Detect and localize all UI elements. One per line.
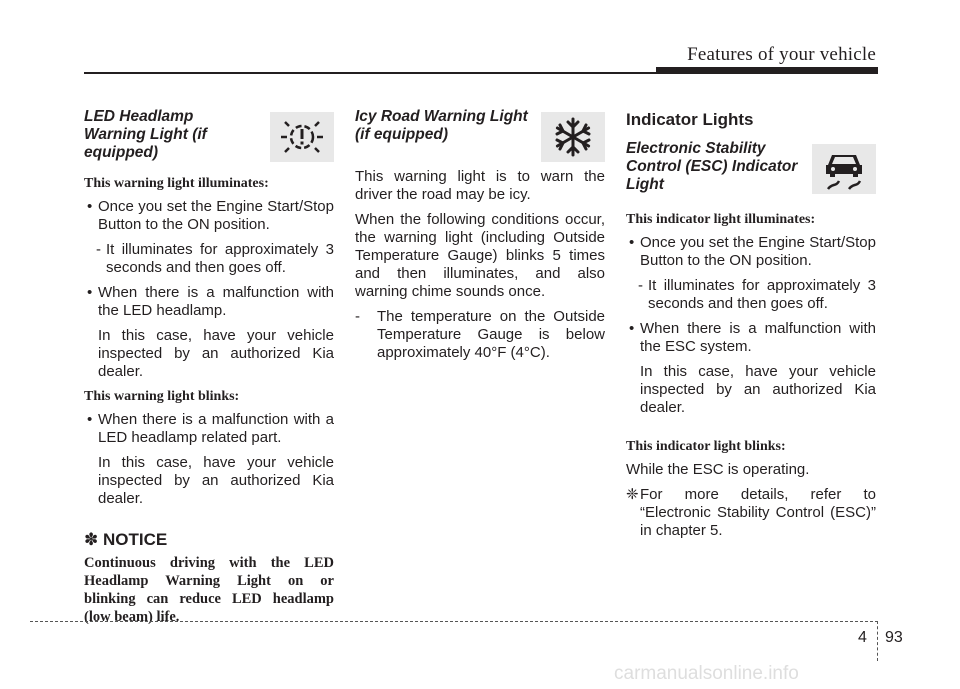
chapter-number: 4: [858, 629, 867, 646]
section-header: [626, 140, 876, 204]
list-item-follow: In this case, have your vehicle inspected by an authorized Kia dealer.: [98, 454, 334, 507]
list-item-text: It illuminates for approximately 3 seconds and then goes off.: [648, 277, 876, 312]
column-icy-road: [355, 108, 605, 369]
list-item-text: The temperature on the Outside Temperature Gauge is below approximately 40°F (4°C).: [377, 308, 605, 361]
list-item-follow: In this case, have your vehicle inspected by an authorized Kia dealer.: [640, 363, 876, 416]
list-item: - The temperature on the Outside Temperature Gauge is below approximately 40°F (4°C).: [355, 308, 605, 361]
list-item: • Once you set the Engine Start/Stop Button to the ON position.: [626, 234, 876, 270]
paragraph: When the following conditions occur, the warning light (including Outside Temperature Gauge) blinks 5 times and then illuminates, and also warning chime sounds once.: [355, 211, 605, 300]
header-rule-bold: [656, 67, 878, 74]
illuminates-label: This warning light illuminates:: [84, 176, 269, 191]
list-item: - It illuminates for approximately 3 seconds and then goes off.: [638, 277, 876, 312]
section-title: Electronic Stability Control (ESC) Indicator Light: [626, 140, 798, 193]
reference-mark: ❈: [626, 486, 639, 503]
list-item: • When there is a malfunction with the LED headlamp.: [84, 284, 334, 320]
list-item: • When there is a malfunction with the ESC system.: [626, 320, 876, 356]
section-title: LED Headlamp Warning Light (if equipped): [84, 108, 207, 161]
header-rule: [84, 72, 658, 74]
footer-rule: [30, 621, 878, 622]
reference-note: [626, 486, 876, 540]
section-header: [355, 108, 605, 168]
esc-skid-car-icon: [812, 144, 876, 194]
list-item: • Once you set the Engine Start/Stop Button to the ON position.: [84, 198, 334, 234]
paragraph: This warning light is to warn the driver the road may be icy.: [355, 168, 605, 203]
section-header: [84, 108, 334, 168]
list-item-follow: In this case, have your vehicle inspected by an authorized Kia dealer.: [98, 327, 334, 380]
notice-heading: ✽ NOTICE: [84, 530, 168, 549]
list-item: - It illuminates for approximately 3 seconds and then goes off.: [96, 241, 334, 276]
column-indicator-lights: [626, 108, 876, 547]
list-item-text: It illuminates for approximately 3 seconds and then goes off.: [106, 241, 334, 276]
blinks-label: This indicator light blinks:: [626, 439, 786, 454]
list-item: • When there is a malfunction with a LED headlamp related part.: [84, 411, 334, 447]
page-number-separator: [877, 621, 878, 661]
page-number: 93: [885, 629, 903, 646]
paragraph: While the ESC is operating.: [626, 461, 810, 478]
running-header: Features of your vehicle: [687, 44, 876, 65]
column-led-headlamp: [84, 108, 334, 626]
notice-body: Continuous driving with the LED Headlamp Warning Light on or blinking can reduce LED headlamp (low beam) life.: [84, 555, 334, 625]
watermark: carmanualsonline.info: [614, 663, 799, 684]
blinks-label: This warning light blinks:: [84, 389, 240, 404]
section-heading: Indicator Lights: [626, 110, 754, 129]
reference-text: For more details, refer to “Electronic Stability Control (ESC)” in chapter 5.: [640, 486, 876, 539]
section-title: Icy Road Warning Light (if equipped): [355, 108, 528, 143]
illuminates-label: This indicator light illuminates:: [626, 212, 816, 227]
led-headlamp-warning-icon: [270, 112, 334, 162]
snowflake-icon: [541, 112, 605, 162]
